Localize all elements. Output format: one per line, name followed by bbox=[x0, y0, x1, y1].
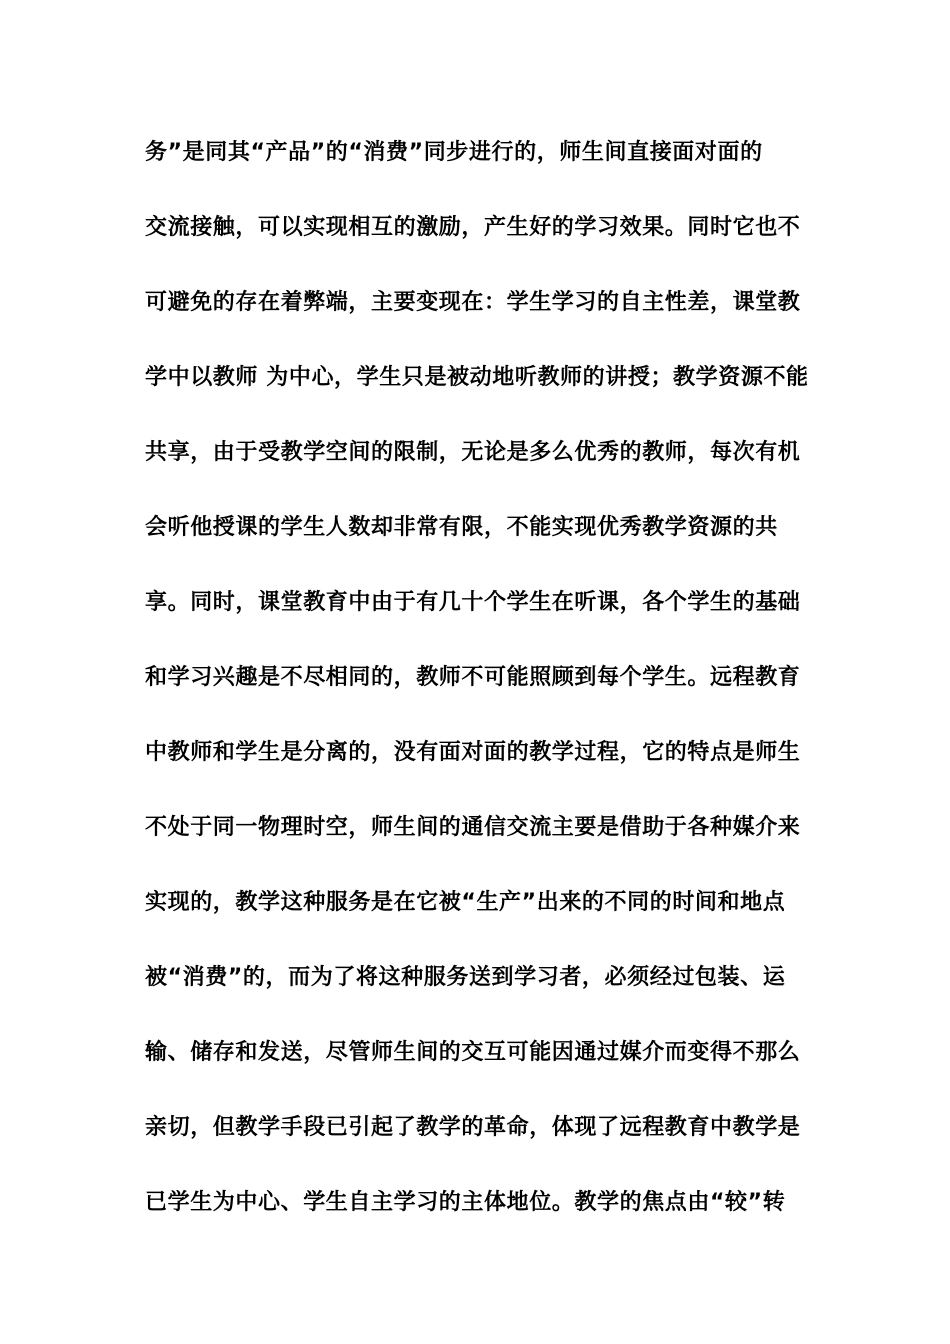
text-line: 学中以教师 为中心，学生只是被动地听教师的讲授；教学资源不能 bbox=[145, 365, 809, 390]
text-line: 共享，由于受教学空间的限制，无论是多么优秀的教师，每次有机 bbox=[145, 440, 801, 465]
text-line: 亲切，但教学手段已引起了教学的革命，体现了远程教育中教学是 bbox=[145, 1115, 801, 1140]
text-line: 会听他授课的学生人数却非常有限，不能实现优秀教学资源的共 bbox=[145, 515, 778, 540]
text-line: 享。同时，课堂教育中由于有几十个学生在听课，各个学生的基础 bbox=[145, 590, 801, 615]
text-line: 务”是同其“产品”的“消费”同步进行的，师生间直接面对面的 bbox=[145, 140, 763, 165]
text-line: 已学生为中心、学生自主学习的主体地位。教学的焦点由“较”转 bbox=[145, 1190, 786, 1215]
text-line: 被“消费”的，而为了将这种服务送到学习者，必须经过包装、运 bbox=[145, 965, 786, 990]
text-line: 不处于同一物理时空，师生间的通信交流主要是借助于各种媒介来 bbox=[145, 815, 801, 840]
text-line: 实现的，教学这种服务是在它被“生产”出来的不同的时间和地点 bbox=[145, 890, 786, 915]
text-line: 输、储存和发送，尽管师生间的交互可能因通过媒介而变得不那么 bbox=[145, 1040, 801, 1065]
body-text bbox=[145, 132, 810, 1257]
text-line: 可避免的存在着弊端，主要变现在：学生学习的自主性差，课堂教 bbox=[145, 290, 801, 315]
text-line: 中教师和学生是分离的，没有面对面的教学过程，它的特点是师生 bbox=[145, 740, 801, 765]
text-line: 和学习兴趣是不尽相同的，教师不可能照顾到每个学生。远程教育 bbox=[145, 665, 801, 690]
text-line: 交流接触，可以实现相互的激励，产生好的学习效果。同时它也不 bbox=[145, 215, 801, 240]
